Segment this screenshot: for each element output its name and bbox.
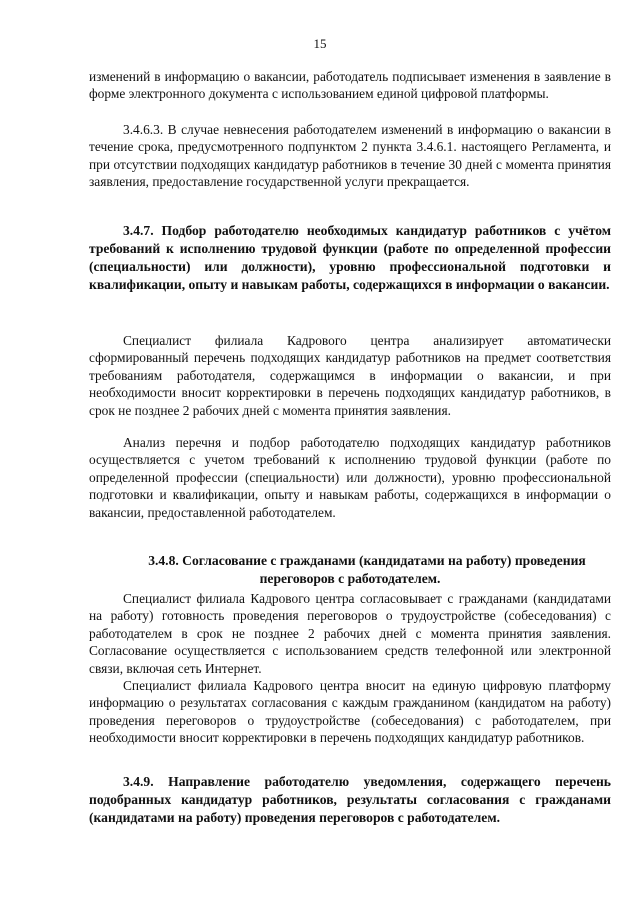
paragraph-coordination: Специалист филиала Кадрового центра согласовывает с гражданами (кандидатами на работу) готовность проведения переговоров о трудоустройстве (собеседования) с работодателем в срок не позднее 2 рабочих дней с момента принятия заявления. Согласование осуществляется с использованием средств телефонной или электронной связи, включая сеть Интернет. [89, 591, 611, 676]
paragraph-analysis-selection: Анализ перечня и подбор работодателю подходящих кандидатур работников осуществляется с учетом требований к исполнению трудовой функции (работе по определенной профессии (специальности) или должности), уровню профессиональной подготовки и квалификации, опыту и навыкам работы, содержащихся в информации о вакансии, предоставленной работодателем. [89, 435, 611, 520]
page-number: 15 [313, 36, 327, 51]
section-heading-3-4-9: 3.4.9. Направление работодателю уведомления, содержащего перечень подобранных кандидатур работников, результаты согласования с гражданами (кандидатами на работу) проведения переговоров с работодателем. [89, 774, 611, 825]
paragraph-results-entry: Специалист филиала Кадрового центра вносит на единую цифровую платформу информацию о результатах согласования с каждым гражданином (кандидатом на работу) проведения переговоров о трудоустройстве (собеседования) с работодателем, при необходимости вносит корректировки в перечень подходящих кандидатур работников. [89, 678, 611, 746]
paragraph-specialist-analysis: Специалист филиала Кадрового центра анализирует автоматически сформированный перечень подходящих кандидатур работников на предмет соответствия требованиям работодателя, содержащимся в информации о вакансии, и при необходимости вносит корректировки в перечень подходящих кандидатур работников, в срок не позднее 2 рабочих дней с момента принятия заявления. [89, 333, 611, 418]
section-heading-3-4-7: 3.4.7. Подбор работодателю необходимых кандидатур работников с учётом требований к исполнению трудовой функции (работе по определенной профессии (специальности) или должности), уровню профессиональной подготовки и квалификации, опыту и навыкам работы, содержащихся в информации о вакансии. [89, 223, 611, 292]
section-heading-3-4-8: 3.4.8. Согласование с гражданами (кандидатами на работу) проведения переговоров с работодателем. [148, 553, 586, 586]
paragraph-3-4-6-3: 3.4.6.3. В случае невнесения работодателем изменений в информацию о вакансии в течение срока, предусмотренного подпунктом 2 пункта 3.4.6.1. настоящего Регламента, и при отсутствии подходящих кандидатур работников в течение 30 дней с момента принятия заявления, предоставление государственной услуги прекращается. [89, 122, 611, 190]
paragraph-continuation: изменений в информацию о вакансии, работодатель подписывает изменения в заявление в форме электронного документа с использованием единой цифровой платформы. [89, 69, 611, 102]
